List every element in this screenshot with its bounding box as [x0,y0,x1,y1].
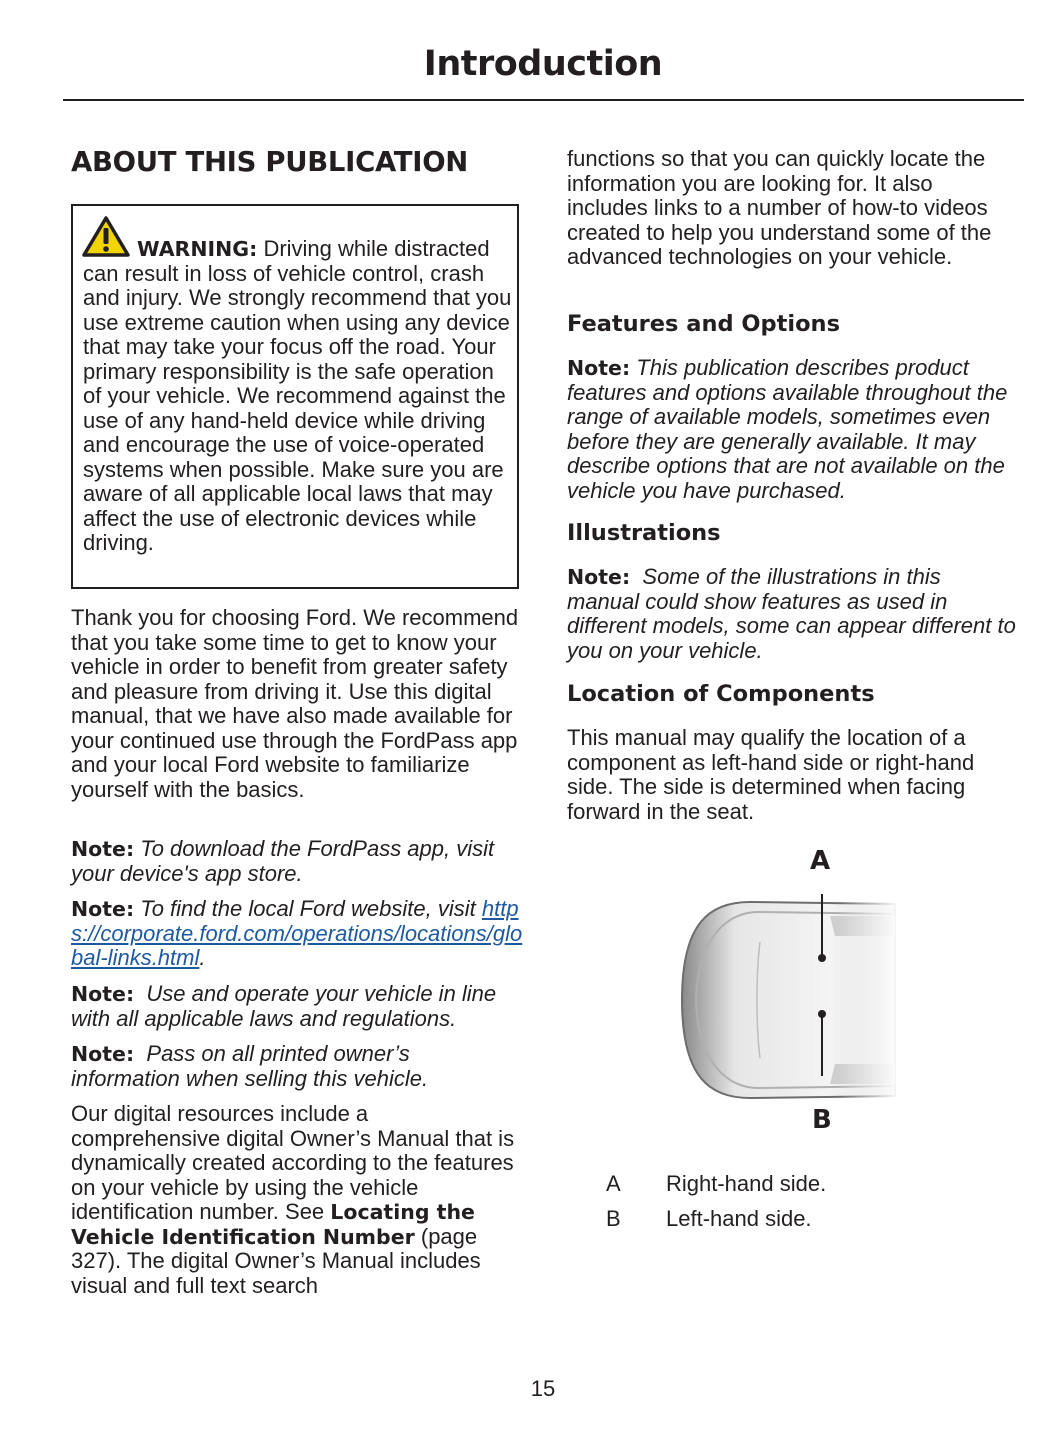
illustrations-title: Illustrations [567,520,721,546]
note-label: Note: [71,837,135,861]
features-note-text: This publication describes product features and options available throughout the range of available models, sometimes even before they are generally available. It may describe options that are not available on the vehicle you have purchased. [567,355,1008,503]
section-title: ABOUT THIS PUBLICATION [71,146,468,178]
note-website [71,897,523,971]
page-header-title: Introduction [423,44,663,84]
components-title: Location of Components [567,681,875,707]
legend-row-b [606,1206,906,1236]
digital-resources-paragraph [71,1102,523,1298]
warning-text-block [83,237,513,556]
note-fordpass [71,837,523,886]
illustrations-note [567,565,1019,663]
figure-label-b: B [812,1105,832,1135]
note-fordpass-text: To download the FordPass app, visit your device's app store. [71,836,495,886]
note-label: Note: [71,1042,135,1066]
warning-body: Driving while distracted can result in loss of vehicle control, crash and injury. We strongly recommend that you use extreme caution when using any device that may take your focus off the road. Your primary responsibility is the safe operation of your vehicle. We recommend against the use of any hand-held device while driving and encourage the use of voice-operated systems when possible. Make sure you are aware of all applicable local laws that may affect the use of electronic devices while driving. [83,236,512,555]
digital-resources-text-cont: (page 327). The digital Owner’s Manual includes visual and full text search [71,1223,481,1298]
header-divider [63,99,1024,101]
note-label: Note: [567,565,631,589]
note-label: Note: [567,356,631,380]
vin-cross-reference[interactable]: Locating the Vehicle Identification Number [71,1200,475,1249]
note-label: Note: [71,982,135,1006]
note-pass-on-text: Pass on all printed owner’s information when selling this vehicle. [71,1041,429,1091]
features-note [567,356,1022,503]
figure-label-a: A [810,846,831,876]
illustrations-note-text: Some of the illustrations in this manual could show features as used in different models, some can appear different to you on your vehicle. [567,564,1016,663]
warning-box [71,204,519,589]
legend-value: Right-hand side. [666,1171,827,1196]
legend-row-a [606,1171,906,1201]
features-title: Features and Options [567,311,840,337]
note-laws [71,982,523,1031]
digital-resources-text: Our digital resources include a comprehensive digital Owner’s Manual that is dynamically created according to the features on your vehicle by using the vehicle identification number. See [71,1101,515,1224]
car-top-view-image [660,882,900,1122]
note-pass-on [71,1042,471,1091]
intro-paragraph: Thank you for choosing Ford. We recommend that you take some time to get to know your vehicle in order to benefit from greater safety and pleasure from driving it. Use this digital manual, that we have also made available for your continued use through the FordPass app and your local Ford website to familiarize yourself with the basics. [71,605,519,802]
vehicle-side-figure [660,842,900,1142]
note-laws-text: Use and operate your vehicle in line with all applicable laws and regulations. [71,981,497,1031]
legend-value: Left-hand side. [666,1206,812,1231]
digital-resources-continued: functions so that you can quickly locate the information you are looking for. It also includes links to a number of how-to videos created to help you understand some of the advanced technologies on your vehicle. [567,146,992,269]
components-text: This manual may qualify the location of a component as left-hand side or right-hand side. The side is determined when facing forward in the seat. [567,725,975,824]
note-website-text: To find the local Ford website, visit [140,896,476,921]
page-number: 15 [530,1376,556,1401]
legend-key: B [606,1206,621,1231]
legend-key: A [606,1171,621,1196]
note-website-period: . [199,945,206,970]
note-label: Note: [71,897,135,921]
global-links-url[interactable]: https://corporate.ford.com/operations/locations/global-links.html [71,896,523,970]
warning-label: WARNING: [137,237,258,261]
